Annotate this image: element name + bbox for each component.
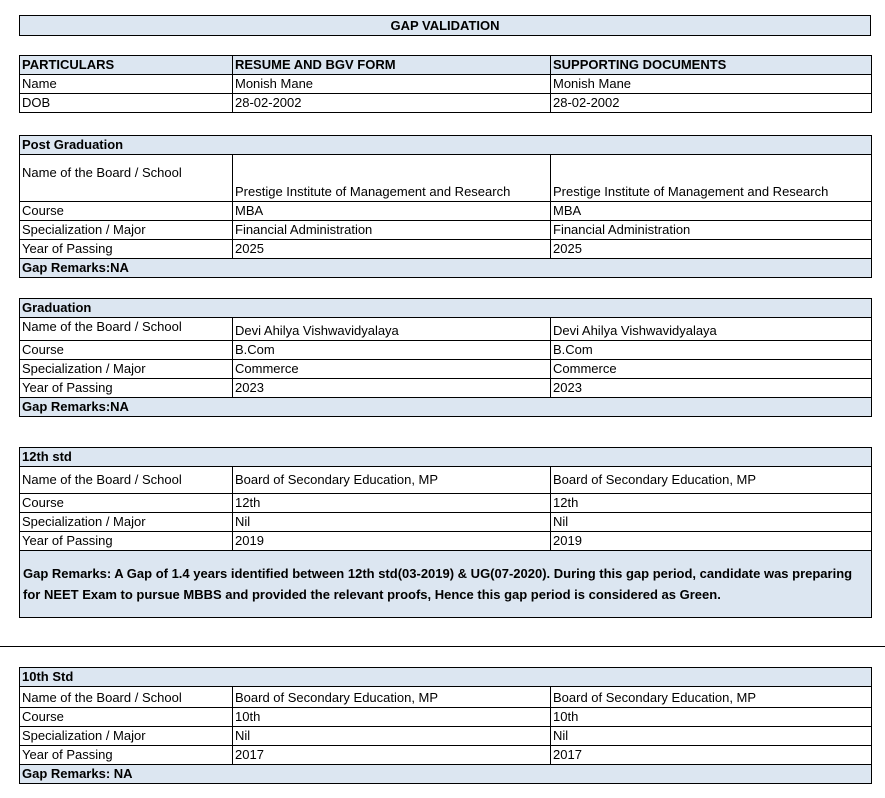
- col-header-resume: RESUME AND BGV FORM: [233, 56, 551, 75]
- row-label: Course: [20, 341, 233, 360]
- resume-value: 2025: [233, 240, 551, 259]
- table-row: [20, 94, 872, 113]
- table-row: [20, 379, 872, 398]
- resume-value: 12th: [233, 494, 551, 513]
- row-label: Name of the Board / School: [20, 687, 233, 708]
- document-value: 2017: [551, 746, 872, 765]
- row-label: Course: [20, 494, 233, 513]
- document-value: Prestige Institute of Management and Research: [551, 155, 872, 202]
- table-row: [20, 532, 872, 551]
- row-label: Name: [20, 75, 233, 94]
- twelfth-std-table: [19, 447, 872, 618]
- header-row: [20, 56, 872, 75]
- post-graduation-table: [19, 135, 872, 278]
- document-value: Financial Administration: [551, 221, 872, 240]
- row-label: Year of Passing: [20, 532, 233, 551]
- col-header-documents: SUPPORTING DOCUMENTS: [551, 56, 872, 75]
- table-row: [20, 708, 872, 727]
- row-label: Course: [20, 708, 233, 727]
- document-value: Board of Secondary Education, MP: [551, 687, 872, 708]
- resume-value: Board of Secondary Education, MP: [233, 687, 551, 708]
- page-title: GAP VALIDATION: [20, 16, 871, 36]
- resume-value: Financial Administration: [233, 221, 551, 240]
- gap-remarks: Gap Remarks:NA: [20, 398, 872, 417]
- document-value: 2025: [551, 240, 872, 259]
- table-row: [20, 746, 872, 765]
- col-header-particulars: PARTICULARS: [20, 56, 233, 75]
- resume-value: Nil: [233, 727, 551, 746]
- document-value: Devi Ahilya Vishwavidyalaya: [551, 318, 872, 341]
- document-value: Monish Mane: [551, 75, 872, 94]
- table-row: [20, 513, 872, 532]
- table-row: [20, 467, 872, 494]
- table-row: [20, 75, 872, 94]
- resume-value: Monish Mane: [233, 75, 551, 94]
- resume-value: Commerce: [233, 360, 551, 379]
- table-row: [20, 494, 872, 513]
- resume-value: 28-02-2002: [233, 94, 551, 113]
- resume-value: 2017: [233, 746, 551, 765]
- document-value: B.Com: [551, 341, 872, 360]
- row-label: Year of Passing: [20, 379, 233, 398]
- tenth-std-table: [19, 667, 872, 784]
- resume-value: Prestige Institute of Management and Research: [233, 155, 551, 202]
- row-label: Specialization / Major: [20, 221, 233, 240]
- table-row: [20, 221, 872, 240]
- row-label: Name of the Board / School: [20, 318, 233, 341]
- resume-value: 2023: [233, 379, 551, 398]
- table-row: [20, 360, 872, 379]
- section-heading: 10th Std: [20, 668, 872, 687]
- row-label: Specialization / Major: [20, 513, 233, 532]
- resume-value: Nil: [233, 513, 551, 532]
- table-row: [20, 155, 872, 202]
- divider: [0, 646, 885, 647]
- document-value: 2023: [551, 379, 872, 398]
- row-label: Year of Passing: [20, 240, 233, 259]
- resume-value: MBA: [233, 202, 551, 221]
- row-label: Year of Passing: [20, 746, 233, 765]
- table-row: [20, 318, 872, 341]
- resume-value: Board of Secondary Education, MP: [233, 467, 551, 494]
- row-label: Name of the Board / School: [20, 467, 233, 494]
- resume-value: 10th: [233, 708, 551, 727]
- title-table: [19, 15, 871, 36]
- table-row: [20, 240, 872, 259]
- section-heading: Post Graduation: [20, 136, 872, 155]
- document-value: Board of Secondary Education, MP: [551, 467, 872, 494]
- table-row: [20, 341, 872, 360]
- resume-value: B.Com: [233, 341, 551, 360]
- table-row: [20, 687, 872, 708]
- document-value: Nil: [551, 513, 872, 532]
- table-row: [20, 727, 872, 746]
- section-heading: Graduation: [20, 299, 872, 318]
- row-label: Specialization / Major: [20, 727, 233, 746]
- section-heading: 12th std: [20, 448, 872, 467]
- row-label: Course: [20, 202, 233, 221]
- gap-remarks: Gap Remarks: A Gap of 1.4 years identified between 12th std(03-2019) & UG(07-2020). During this gap period, candidate was preparing for NEET Exam to pursue MBBS and provided the relevant proofs, Hence this gap period is considered as Green.: [20, 551, 872, 618]
- document-value: Nil: [551, 727, 872, 746]
- document-value: 10th: [551, 708, 872, 727]
- row-label: Specialization / Major: [20, 360, 233, 379]
- gap-remarks: Gap Remarks:NA: [20, 259, 872, 278]
- document-value: 2019: [551, 532, 872, 551]
- graduation-table: [19, 298, 872, 417]
- resume-value: 2019: [233, 532, 551, 551]
- resume-value: Devi Ahilya Vishwavidyalaya: [233, 318, 551, 341]
- document-value: MBA: [551, 202, 872, 221]
- gap-remarks: Gap Remarks: NA: [20, 765, 872, 784]
- table-row: [20, 202, 872, 221]
- row-label: DOB: [20, 94, 233, 113]
- particulars-table: [19, 55, 872, 113]
- document-value: 12th: [551, 494, 872, 513]
- document-value: 28-02-2002: [551, 94, 872, 113]
- document-value: Commerce: [551, 360, 872, 379]
- row-label: Name of the Board / School: [20, 155, 233, 202]
